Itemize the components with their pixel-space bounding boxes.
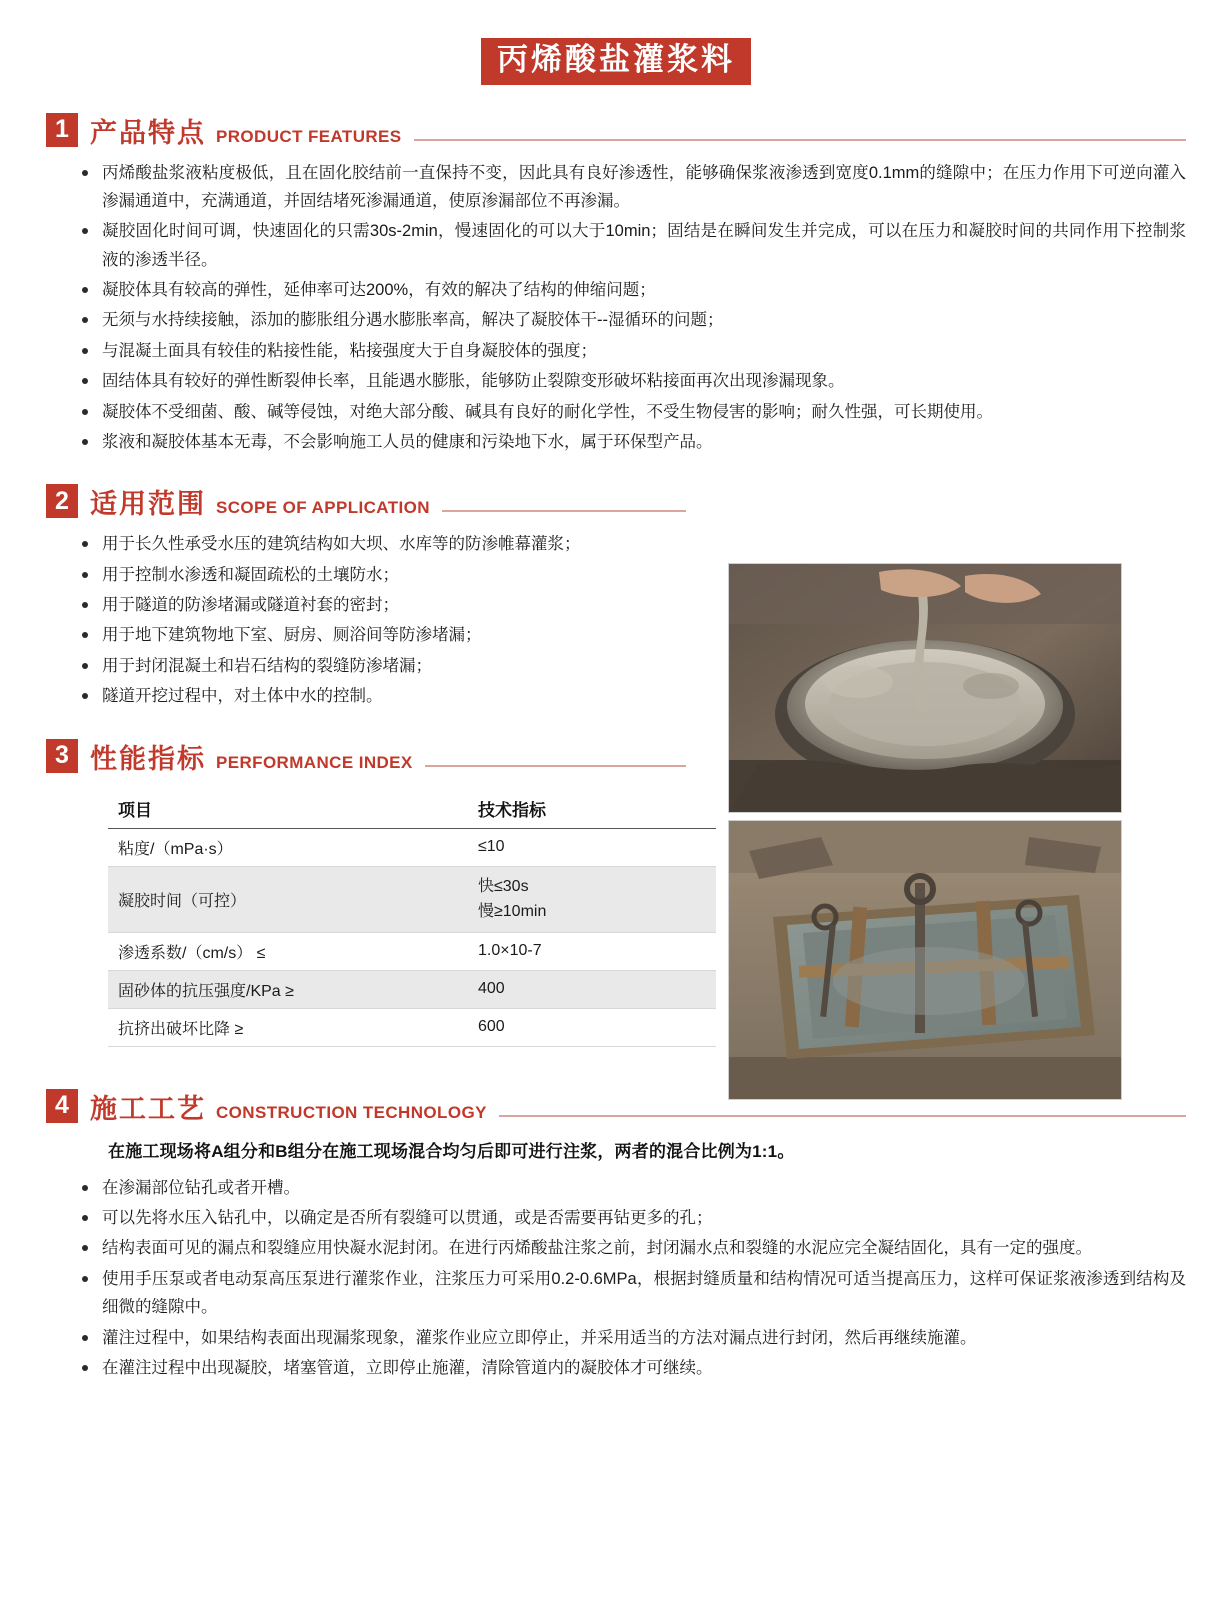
table-cell-value (468, 866, 716, 932)
list-item: 灌注过程中，如果结构表面出现漏浆现象，灌浆作业应立即停止，并采用适当的方法对漏点进行封闭，然后再继续施灌。 (102, 1324, 1186, 1352)
section-heading-product-features (46, 113, 1186, 147)
product-features-list (46, 159, 1186, 457)
list-item: 用于控制水渗透和凝固疏松的土壤防水； (102, 561, 686, 589)
table-row (108, 970, 716, 1008)
section-divider (499, 1115, 1186, 1117)
table-cell-value: 400 (468, 970, 716, 1008)
section-title-cn: 性能指标 (90, 743, 206, 774)
table-cell-item: 固砂体的抗压强度/KPa ≥ (108, 970, 468, 1008)
mixing-grout-photo (728, 563, 1122, 813)
section-title-cn: 产品特点 (90, 117, 206, 148)
table-cell-item: 凝胶时间（可控） (108, 866, 468, 932)
list-item: 隧道开挖过程中，对土体中水的控制。 (102, 682, 686, 710)
construction-list (46, 1174, 1186, 1383)
section-title-en: CONSTRUCTION TECHNOLOGY (216, 1102, 487, 1122)
table-row (108, 1008, 716, 1046)
section-title-cn: 适用范围 (90, 489, 206, 520)
mixing-grout-illustration (729, 564, 1121, 812)
list-item: 在渗漏部位钻孔或者开槽。 (102, 1174, 1186, 1202)
section-number: 1 (46, 113, 78, 147)
section-title-cn: 施工工艺 (90, 1093, 206, 1124)
list-item: 用于地下建筑物地下室、厨房、厕浴间等防渗堵漏； (102, 621, 686, 649)
list-item: 结构表面可见的漏点和裂缝应用快凝水泥封闭。在进行丙烯酸盐注浆之前，封闭漏水点和裂缝的水泥应完全凝结固化，具有一定的强度。 (102, 1234, 1186, 1262)
list-item: 用于隧道的防渗堵漏或隧道衬套的密封； (102, 591, 686, 619)
table-cell-value: 600 (478, 1018, 505, 1036)
list-item: 无须与水持续接触，添加的膨胀组分遇水膨胀率高，解决了凝胶体干--湿循环的问题； (102, 306, 1186, 334)
list-item: 在灌注过程中出现凝胶，堵塞管道，立即停止施灌，清除管道内的凝胶体才可继续。 (102, 1354, 1186, 1382)
scope-column (46, 484, 686, 710)
list-item: 用于封闭混凝土和岩石结构的裂缝防渗堵漏； (102, 652, 686, 680)
section-title-en: PERFORMANCE INDEX (216, 752, 413, 772)
section-divider (442, 510, 686, 512)
list-item: 可以先将水压入钻孔中，以确定是否所有裂缝可以贯通，或是否需要再钻更多的孔； (102, 1204, 1186, 1232)
performance-column (46, 739, 686, 1047)
list-item: 使用手压泵或者电动泵高压泵进行灌浆作业，注浆压力可采用0.2-0.6MPa，根据封缝质量和结构情况可适当提高压力，这样可保证浆液渗透到结构及细微的缝隙中。 (102, 1265, 1186, 1322)
table-cell-value: ≤10 (478, 838, 505, 856)
table-cell-item: 渗透系数/（cm/s） ≤ (118, 944, 266, 962)
construction-lead-text: 在施工现场将A组分和B组分在施工现场混合均匀后即可进行注浆，两者的混合比例为1:1。 (108, 1141, 795, 1161)
section-number: 4 (46, 1089, 78, 1123)
section-title-en: PRODUCT FEATURES (216, 126, 402, 146)
section-heading-performance (46, 739, 686, 773)
section-divider (414, 139, 1186, 141)
table-cell-item: 粘度/（mPa·s） (118, 840, 233, 858)
section-number: 3 (46, 739, 78, 773)
list-item: 固结体具有较好的弹性断裂伸长率，且能遇水膨胀，能够防止裂隙变形破坏粘接面再次出现渗漏现象。 (102, 367, 1186, 395)
value-line-slow: 慢≥10min (478, 903, 547, 921)
table-header-row (108, 789, 716, 829)
list-item: 与混凝土面具有较佳的粘接性能，粘接强度大于自身凝胶体的强度； (102, 337, 1186, 365)
title-banner (46, 0, 1186, 85)
list-item: 浆液和凝胶体基本无毒，不会影响施工人员的健康和污染地下水，属于环保型产品。 (102, 428, 1186, 456)
list-item: 凝胶体具有较高的弹性，延伸率可达200%，有效的解决了结构的伸缩问题； (102, 276, 1186, 304)
section-heading-scope (46, 484, 686, 518)
table-header-value: 技术指标 (468, 789, 716, 829)
table-header-item: 项目 (108, 789, 468, 829)
performance-index-table (108, 789, 716, 1047)
table-row (108, 828, 716, 866)
table-cell-value: 1.0×10-7 (478, 942, 542, 960)
page-title: 丙烯酸盐灌浆料 (481, 38, 751, 85)
table-cell-item: 抗挤出破坏比降 ≥ (118, 1020, 244, 1038)
construction-site-illustration (729, 821, 1121, 1099)
scope-list (46, 530, 686, 710)
value-line-fast: 快≤30s (478, 877, 529, 895)
list-item: 用于长久性承受水压的建筑结构如大坝、水库等的防渗帷幕灌浆； (102, 530, 686, 558)
table-row (108, 932, 716, 970)
list-item: 丙烯酸盐浆液粘度极低，且在固化胶结前一直保持不变，因此具有良好渗透性，能够确保浆液渗透到宽度0.1mm的缝隙中；在压力作用下可逆向灌入渗漏通道中，充满通道，并固结堵死渗漏通道，使原渗漏部位不再渗漏。 (102, 159, 1186, 216)
section-divider (425, 765, 686, 767)
section-title-en: SCOPE OF APPLICATION (216, 498, 430, 518)
section-number: 2 (46, 484, 78, 518)
list-item: 凝胶固化时间可调，快速固化的只需30s-2min，慢速固化的可以大于10min；固结是在瞬间发生并完成，可以在压力和凝胶时间的共同作用下控制浆液的渗透半径。 (102, 217, 1186, 274)
list-item: 凝胶体不受细菌、酸、碱等侵蚀，对绝大部分酸、碱具有良好的耐化学性，不受生物侵害的影响；耐久性强，可长期使用。 (102, 398, 1186, 426)
table-row (108, 866, 716, 932)
construction-site-photo (728, 820, 1122, 1100)
